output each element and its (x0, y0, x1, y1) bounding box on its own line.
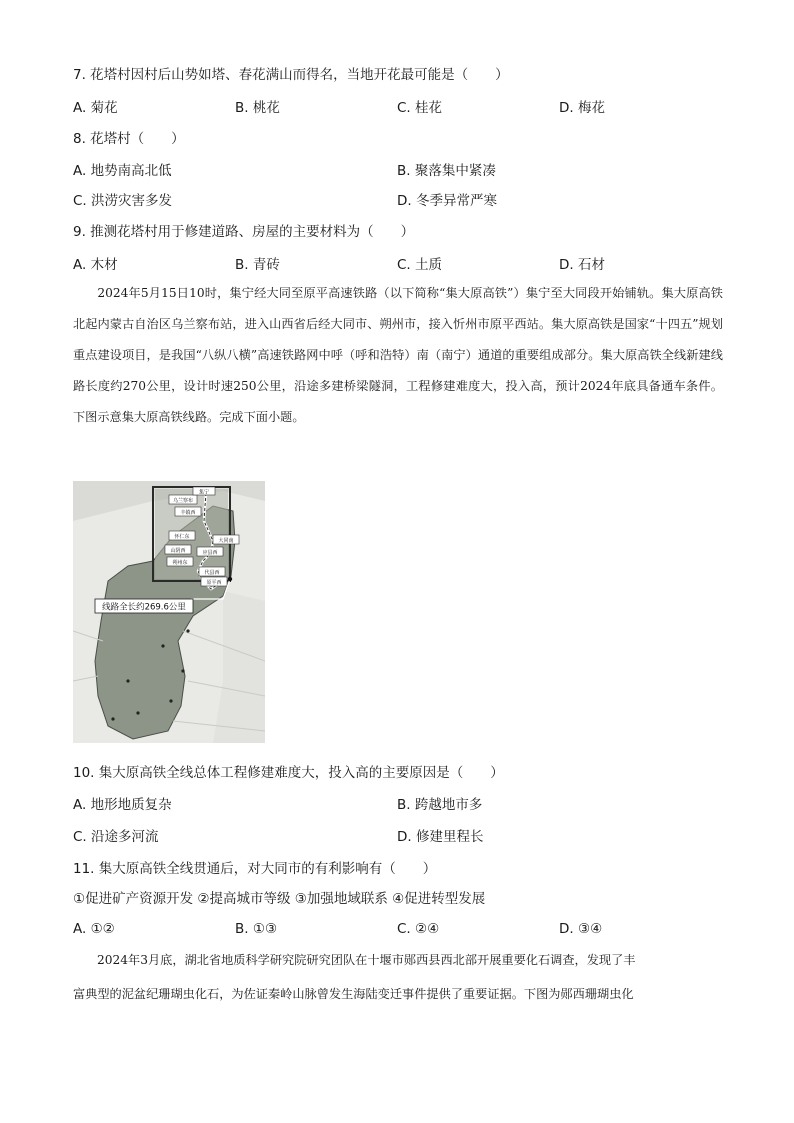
q9-option-a: A. 木材 (73, 257, 118, 273)
q11-option-c: C. ②④ (397, 921, 440, 937)
question-11-items: ①促进矿产资源开发 ②提高城市等级 ③加强地域联系 ④促进转型发展 (73, 891, 486, 907)
station-shuozhou-east: 朔州东 (172, 560, 188, 566)
route-length-label: 线路全长约269.6公里 (102, 602, 186, 613)
q10-option-d: D. 修建里程长 (397, 829, 484, 845)
passage-railway: 2024年5月15日10时，集宁经大同至原平高速铁路（以下简称“集大原高铁”）集宁至大同段开始铺轨。集大原高铁北起内蒙古自治区乌兰察布站，进入山西省后经大同市、朔州市，接入忻州市原平西站。集大原高铁是国家“十四五”规划重点建设项目，是我国“八纵八横”高速铁路网中呼（呼和浩特）南（南宁）通道的重要组成部分。集大原高铁全线新建线路长度约270公里，设计时速250公里，沿途多建桥梁隧洞，工程修建难度大，投入高，预计2024年底具备通车条件。下图示意集大原高铁线路。完成下面小题。 (73, 286, 723, 424)
question-8-stem: 8. 花塔村（ ） (73, 131, 185, 147)
q8-option-b: B. 聚落集中紧凑 (397, 163, 496, 179)
q8-option-a: A. 地势南高北低 (73, 163, 172, 179)
question-9-stem: 9. 推测花塔村用于修建道路、房屋的主要材料为（ ） (73, 224, 415, 240)
station-jining: 集宁 (198, 489, 210, 496)
q7-option-b: B. 桃花 (235, 100, 280, 116)
station-shanyin-west: 山阴西 (170, 548, 186, 554)
q11-option-d: D. ③④ (559, 921, 603, 937)
passage-fossil-line-1: 2024年3月底，湖北省地质科学研究院研究团队在十堰市郧西县西北部开展重要化石调查，发现了丰 (97, 953, 636, 967)
station-ulanqab: 乌兰察布 (172, 498, 194, 504)
question-7-stem: 7. 花塔村因村后山势如塔、春花满山而得名，当地开花最可能是（ ） (73, 67, 509, 83)
passage-fossil-line-2: 富典型的泥盆纪珊瑚虫化石，为佐证秦岭山脉曾发生海陆变迁事件提供了重要证据。下图为郧西珊瑚虫化 (73, 987, 634, 1001)
q11-option-b: B. ①③ (235, 921, 278, 937)
q9-option-b: B. 青砖 (235, 257, 280, 273)
q8-option-c: C. 洪涝灾害多发 (73, 193, 173, 209)
station-fengzhen-west: 丰镇西 (180, 510, 196, 516)
railway-route-map (73, 481, 265, 743)
station-datong-south: 大同南 (218, 538, 234, 544)
q7-option-c: C. 桂花 (397, 100, 443, 116)
q7-option-d: D. 梅花 (559, 100, 605, 116)
q11-option-a: A. ①② (73, 921, 115, 937)
question-10-stem: 10. 集大原高铁全线总体工程修建难度大，投入高的主要原因是（ ） (73, 765, 504, 781)
q10-option-a: A. 地形地质复杂 (73, 797, 172, 813)
q9-option-c: C. 土质 (397, 257, 443, 273)
q7-option-a: A. 菊花 (73, 100, 118, 116)
station-yingxian-west: 应县西 (202, 550, 218, 556)
q10-option-c: C. 沿途多河流 (73, 829, 159, 845)
q8-option-d: D. 冬季异常严寒 (397, 193, 497, 209)
station-daixian-west: 代县西 (204, 570, 220, 576)
q9-option-d: D. 石材 (559, 257, 605, 273)
station-huairen-east: 怀仁东 (174, 534, 190, 540)
question-11-stem: 11. 集大原高铁全线贯通后，对大同市的有利影响有（ ） (73, 861, 437, 877)
q10-option-b: B. 跨越地市多 (397, 797, 483, 813)
station-yuanping-west: 原平西 (206, 580, 222, 586)
